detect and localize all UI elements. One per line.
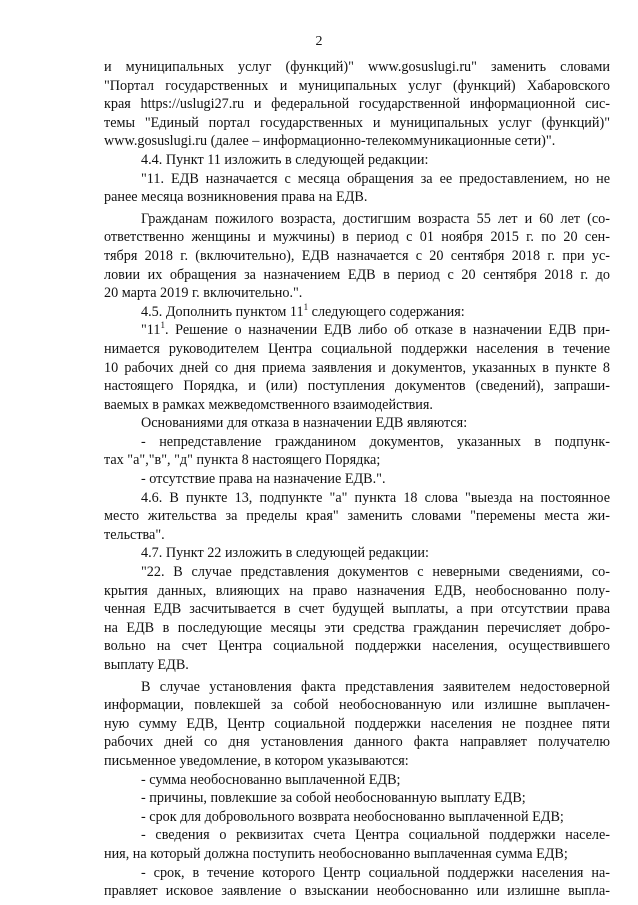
text-line: - отсутствие права на назначение ЕДВ.". <box>141 471 386 488</box>
text-line: "$11^1$. Решение о назначении ЕДВ либо об отказе в назначении ЕДВ при- <box>141 320 610 339</box>
text-line: - непредставление гражданином документов, указанных в подпунк- <box>141 433 610 450</box>
text-line: тельства". <box>104 526 165 543</box>
page-number: 2 <box>315 34 323 49</box>
text-line: тября 2018 г. (включительно), ЕДВ назначается с 20 сентября 2018 г. при ус- <box>104 247 610 264</box>
text-line: ловии их обращения за назначением ЕДВ в период с 20 сентября 2018 г. до <box>104 266 610 283</box>
text-line: В случае установления факта представления заявителем недостоверной <box>141 678 610 695</box>
text-line: информации, повлекшей за собой необоснованную или излишне выплачен- <box>104 697 610 714</box>
text-line: 4.4. Пункт 11 изложить в следующей редакции: <box>141 151 429 168</box>
text-line: правляет исковое заявление о взыскании необоснованно или излишне выпла- <box>104 883 610 900</box>
document-body <box>104 58 610 901</box>
text-line: - срок для добровольного возврата необоснованно выплаченной ЕДВ; <box>141 808 564 825</box>
text-line: место жительства за пределы края" заменить словами "перемены места жи- <box>104 508 610 525</box>
text-line: и муниципальных услуг (функций)" www.gosuslugi.ru" заменить словами <box>104 59 610 75</box>
text-line: ваемых в рамках межведомственного взаимодействия. <box>104 396 433 413</box>
text-line: 4.5. Дополнить пунктом $11^1$ следующего содержания: <box>141 301 465 320</box>
text-line: на ЕДВ в последующие месяцы эти средства гражданин перечисляет добро- <box>104 619 610 636</box>
text-line: 20 марта 2019 г. включительно.". <box>104 285 303 302</box>
text-line: вольно на счет Центра социальной поддержки населения, осуществившего <box>104 638 610 655</box>
text-line: ния, на который должна поступить необоснованно выплаченная сумма ЕДВ; <box>104 845 568 862</box>
text-line: ранее месяца возникновения права на ЕДВ. <box>104 189 368 206</box>
text-line: - причины, повлекшие за собой необоснованную выплату ЕДВ; <box>141 790 526 807</box>
superscript: 1 <box>303 301 309 312</box>
text-line: "22. В случае представления документов с неверными сведениями, со- <box>141 564 610 581</box>
text-line: Основаниями для отказа в назначении ЕДВ являются: <box>141 415 468 432</box>
text-line: - срок, в течение которого Центр социальной поддержки населения на- <box>141 864 610 881</box>
text-line: нимается руководителем Центра социальной поддержки населения в течение <box>104 340 610 357</box>
text-line: 4.6. В пункте 13, подпункте "а" пункта 18 слова "выезда на постоянное <box>141 489 610 506</box>
text-line: - сведения о реквизитах счета Центра социальной поддержки населе- <box>141 827 610 844</box>
text-line: "Портал государственных и муниципальных услуг (функций) Хабаровского <box>104 77 610 94</box>
text-line: настоящего Порядка, и (или) поступления документов (сведений), запраши- <box>104 378 610 395</box>
text-line: ченная ЕДВ засчитывается в счет будущей выплаты, а при отсутствии права <box>104 601 610 618</box>
text-line: крытия данных, влияющих на право назначения ЕДВ, необоснованно полу- <box>104 582 610 599</box>
text-line: 10 рабочих дней со дня приема заявления и документов, указанных в пункте 8 <box>104 359 610 376</box>
text-line: темы "Единый портал государственных и муниципальных услуг (функций)" <box>104 114 610 131</box>
superscript: 1 <box>160 320 165 331</box>
text-line: Гражданам пожилого возраста, достигшим возраста 55 лет и 60 лет (со- <box>141 210 610 227</box>
text-line: письменное уведомление, в котором указываются: <box>104 752 409 769</box>
text-line: www.gosuslugi.ru (далее – информационно-телекоммуникационные сети)". <box>104 133 556 150</box>
text-line: "11. ЕДВ назначается с месяца обращения за ее предоставлением, но не <box>141 170 610 187</box>
text-line: ную сумму ЕДВ, Центр социальной поддержки населения не позднее пяти <box>104 715 610 732</box>
text-line: рабочих дней со дня установления данного факта направляет получателю <box>104 734 610 751</box>
text-line: тах "а","в", "д" пункта 8 настоящего Порядка; <box>104 452 381 469</box>
text-line: - сумма необоснованно выплаченной ЕДВ; <box>141 771 401 788</box>
text-line: края https://uslugi27.ru и федеральной государственной информационной сис- <box>104 96 610 113</box>
text-line: ответственно женщины и мужчины) в период с 01 ноября 2015 г. по 20 сен- <box>104 229 610 246</box>
text-line: 4.7. Пункт 22 изложить в следующей редакции: <box>141 545 429 562</box>
text-line: выплату ЕДВ. <box>104 657 189 673</box>
